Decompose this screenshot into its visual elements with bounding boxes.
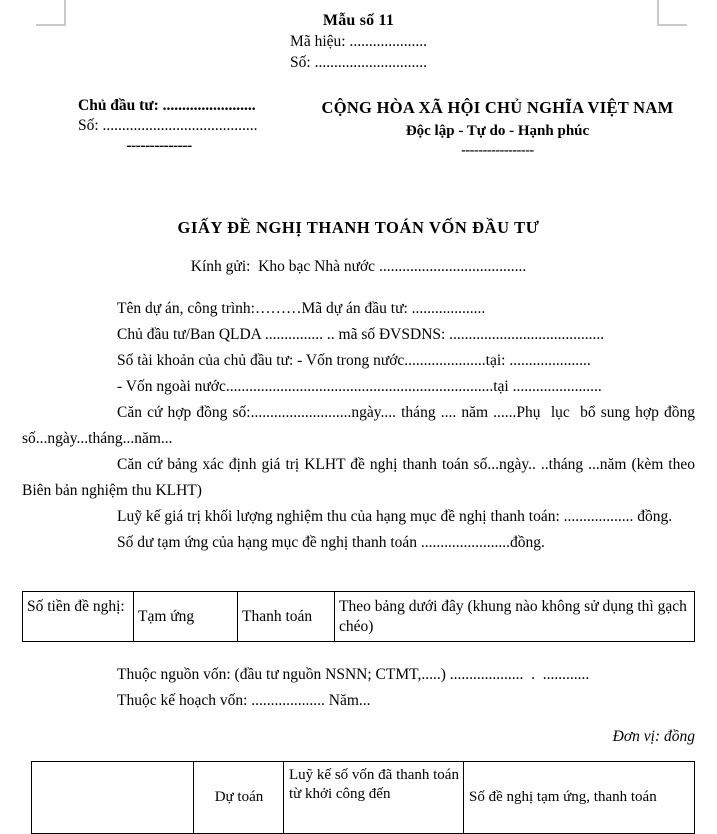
unit-note: Đơn vị: đồng [612,728,695,745]
form-code-so: Số: ............................. [290,54,427,71]
field-klht-reference: Căn cứ bảng xác định giá trị KLHT đề nghị thanh toán số...ngày.. ..tháng ...năm (kèm theo Biên bản nghiệm thu KLHT) [22,456,699,499]
table-row [23,592,695,642]
addressee-line: Kính gửi: Kho bạc Nhà nước ...................................... [190,258,527,275]
field-project-name: Tên dự án, công trình:………Mã dự án đầu tư: ................... [117,300,486,317]
field-account-domestic: Số tài khoản của chủ đầu tư: - Vốn trong nước.....................tại: ..................... [117,352,591,369]
detail-header-requested-amount: Số đề nghị tạm ứng, thanh toán [464,762,695,834]
field-capital-source: Thuộc nguồn vốn: (đầu tư nguồn NSNN; CTMT,.....) ................... . ............ [117,666,590,683]
masthead [0,96,717,160]
form-code-block [0,10,717,73]
detail-header-blank [32,762,194,834]
page-title: GIẤY ĐỀ NGHỊ THANH TOÁN VỐN ĐẦU TƯ [177,218,540,237]
cell-advance-label[interactable]: Tạm ứng [134,592,238,642]
detail-header-cumulative-paid: Luỹ kế số vốn đã thanh toán từ khởi công đến [284,762,464,834]
field-contract-reference: Căn cứ hợp đồng số:..........................ngày.... tháng .... năm ......Phụ lục bổ sung hợp đồng số...ngày...tháng...năm... [22,404,699,447]
cell-payment-label[interactable]: Thanh toán [238,592,335,642]
investor-number: Số: ........................................ [78,117,258,134]
investor-label: Chủ đầu tư: ........................ [78,97,256,114]
form-code-title: Mẫu số 11 [322,12,395,29]
field-account-foreign: - Vốn ngoài nước.....................................................................tại ....................... [117,378,602,395]
field-investor-unit-code: Chủ đầu tư/Ban QLDA ............... .. mã số ĐVSDNS: ........................................ [117,326,605,343]
field-cumulative-volume: Luỹ kế giá trị khối lượng nghiệm thu của hạng mục đề nghị thanh toán: .................. đồng. [117,508,673,525]
national-divider: ----------------- [461,143,534,158]
amount-request-table [22,591,695,642]
body-paragraphs [22,296,699,556]
lower-paragraphs [22,662,695,714]
investor-block [0,96,300,156]
payment-detail-table [31,761,695,834]
national-heading-block [300,96,717,160]
form-code-ma-hieu: Mã hiệu: .................... [290,33,427,50]
national-motto: Độc lập - Tự do - Hạnh phúc [405,123,590,139]
detail-header-estimate: Dự toán [194,762,284,834]
cell-note-label[interactable]: Theo bảng dưới đây (khung nào không sử dụng thì gạch chéo) [335,592,695,642]
table-header-row [32,762,695,834]
cell-request-amount-label[interactable]: Số tiền đề nghị: [23,592,134,642]
field-capital-plan: Thuộc kế hoạch vốn: ................... Năm... [117,692,371,709]
field-advance-balance: Số dư tạm ứng của hạng mục đề nghị thanh toán .......................đồng. [117,534,545,551]
national-title: CỘNG HÒA XÃ HỘI CHỦ NGHĨA VIỆT NAM [321,98,674,117]
investor-divider: -------------- [126,137,192,154]
